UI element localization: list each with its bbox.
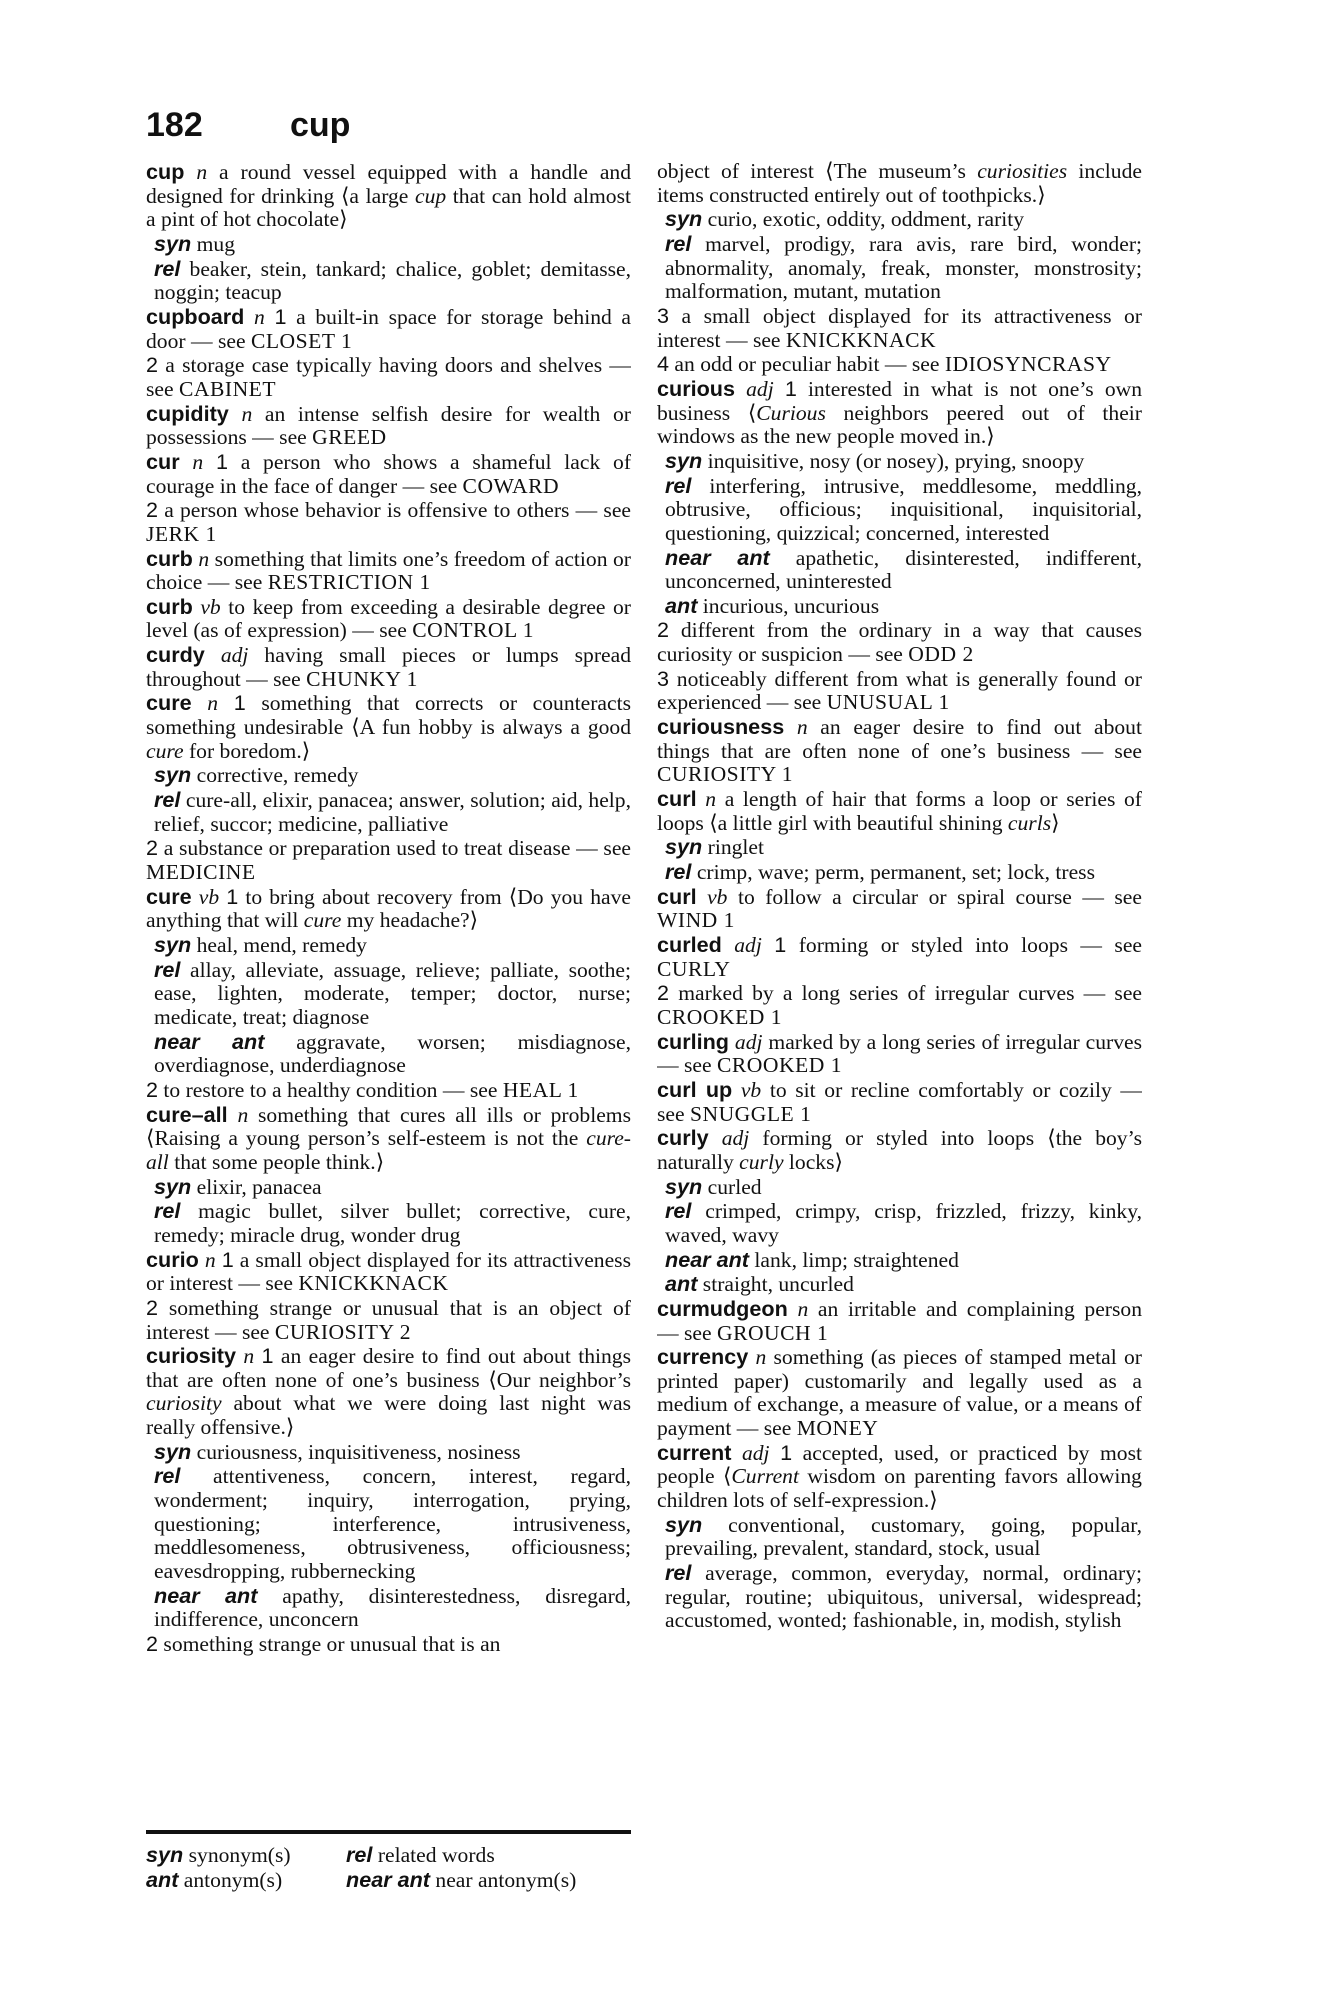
list-label: rel <box>665 472 692 498</box>
part-of-speech: n <box>196 160 208 184</box>
sense-number: 2 <box>146 1076 159 1102</box>
legend-item: near ant near antonym(s) <box>346 1866 577 1892</box>
cross-reference: MEDICINE <box>146 860 256 885</box>
abbreviation-legend <box>146 1843 631 1892</box>
word-list <box>146 1030 631 1078</box>
headword: cure–all <box>146 1101 228 1127</box>
cross-reference: CROOKED 1 <box>657 1004 783 1029</box>
usage-example: ⟨Raising a young person’s self-esteem is not the cure-all that some people think.⟩ <box>146 1126 631 1174</box>
usage-example: ⟨a little girl with beautiful shining curls⟩ <box>709 810 1060 835</box>
sense <box>146 498 631 546</box>
sense <box>657 981 1142 1029</box>
headword: curb <box>146 593 193 619</box>
definition: something strange or unusual that is an <box>163 1632 501 1657</box>
example-headword: Curious <box>756 400 826 425</box>
word-list <box>657 835 1142 860</box>
list-label: near ant <box>154 1028 265 1054</box>
word-list-text: cure-all, elixir, panacea; answer, solution; aid, help, relief, succor; medicine, palliative <box>154 788 631 836</box>
list-label: ant <box>665 592 698 618</box>
dictionary-entry <box>146 160 631 232</box>
word-list-text: apathy, disinterestedness, disregard, indifference, unconcern <box>154 1583 631 1632</box>
word-list <box>657 207 1142 232</box>
headword: curiousness <box>657 714 785 740</box>
word-list <box>657 232 1142 304</box>
list-label: rel <box>154 787 181 813</box>
list-label: near ant <box>665 544 770 570</box>
dictionary-entry <box>146 595 631 643</box>
list-label: syn <box>665 447 703 473</box>
example-headword: cure <box>303 908 342 933</box>
sense-number: 2 <box>146 1294 159 1320</box>
example-headword: cure <box>146 738 184 763</box>
word-list <box>146 933 631 958</box>
usage-example: ⟨A fun hobby is always a good cure for boredom.⟩ <box>146 715 631 763</box>
definition: to follow a circular or spiral course — see <box>737 884 1142 909</box>
cross-reference: KNICKKNACK <box>298 1271 449 1296</box>
definition: a small object displayed for its attractiveness or interest — see <box>657 303 1142 352</box>
dictionary-entry <box>146 1248 631 1296</box>
sense <box>146 353 631 401</box>
headword: curling <box>657 1028 729 1054</box>
cross-reference: WIND 1 <box>657 908 735 933</box>
cross-reference: CURLY <box>657 956 731 981</box>
word-list <box>146 1584 631 1632</box>
word-list <box>657 1199 1142 1247</box>
dictionary-entry <box>146 450 631 498</box>
list-label: syn <box>154 230 192 256</box>
definition: to bring about recovery from <box>245 884 509 909</box>
dictionary-entry <box>657 1441 1142 1513</box>
headword: cupidity <box>146 400 229 426</box>
word-list-text: mug <box>196 231 236 256</box>
list-label: rel <box>665 1560 692 1586</box>
word-list <box>657 1561 1142 1633</box>
word-list-text: aggravate, worsen; misdiagnose, overdiagnose, underdiagnose <box>154 1029 631 1078</box>
word-list-text: inquisitive, nosy (or nosey), prying, snoopy <box>707 448 1085 473</box>
cross-reference: CURIOSITY 2 <box>274 1319 411 1344</box>
part-of-speech: vb <box>200 594 221 619</box>
cross-reference: CLOSET 1 <box>250 328 353 353</box>
definition: to restore to a healthy condition — see <box>163 1077 503 1102</box>
sense-number: 2 <box>146 497 159 523</box>
definition: an irritable and complaining person — see <box>657 1296 1142 1345</box>
example-headword: curiosities <box>977 160 1068 183</box>
headword: cure <box>146 883 192 909</box>
word-list <box>657 1272 1142 1297</box>
list-label: syn <box>154 762 192 788</box>
definition: having small pieces or lumps spread throughout — see <box>146 643 631 691</box>
word-list-text: allay, alleviate, assuage, relieve; palliate, soothe; ease, lighten, moderate, temper; doctor, nurse; medicate, treat; diagnose <box>154 957 631 1029</box>
list-label: rel <box>154 1463 181 1489</box>
dictionary-entry <box>146 1344 631 1440</box>
part-of-speech: n <box>207 691 219 716</box>
sense-number: 2 <box>657 980 670 1006</box>
cross-reference: CURIOSITY 1 <box>657 762 794 787</box>
part-of-speech: vb <box>707 884 728 909</box>
word-list-text: elixir, panacea <box>196 1174 322 1199</box>
definition: noticeably different from what is generally found or experienced — see <box>657 666 1142 715</box>
headword: curl <box>657 786 697 812</box>
headword: cur <box>146 448 180 474</box>
example-headword: curls <box>1007 810 1052 835</box>
headword: curled <box>657 932 722 957</box>
word-list <box>657 860 1142 885</box>
sense <box>146 1078 631 1103</box>
headword: curiosity <box>146 1343 237 1369</box>
word-list <box>146 1440 631 1465</box>
example-headword: curly <box>739 1149 784 1174</box>
definition: to keep from exceeding a desirable degree or level (as of expression) — see <box>146 594 631 643</box>
word-list <box>146 1464 631 1583</box>
legend-item: rel related words <box>346 1842 495 1867</box>
list-label: rel <box>665 230 692 256</box>
list-label: rel <box>154 956 181 982</box>
word-list <box>146 788 631 836</box>
cross-reference: HEAL 1 <box>502 1077 579 1102</box>
sense <box>657 618 1142 666</box>
list-label: syn <box>154 1173 192 1199</box>
definition: a person who shows a shameful lack of courage in the face of danger — see <box>146 449 631 498</box>
dictionary-entry <box>657 1297 1142 1345</box>
sense-number: 2 <box>657 617 670 643</box>
definition: marked by a long series of irregular curves — see <box>678 981 1142 1006</box>
sense <box>657 667 1142 715</box>
headword: cure <box>146 690 192 716</box>
cross-reference: GREED <box>312 425 387 450</box>
sense <box>146 1296 631 1344</box>
word-list-text: curio, exotic, oddity, oddment, rarity <box>707 207 1025 232</box>
definition: forming or styled into loops — see <box>798 933 1142 957</box>
sense-number: 4 <box>657 351 670 377</box>
word-list-text: ringlet <box>707 835 764 860</box>
sense <box>146 1632 631 1657</box>
dictionary-entry <box>657 885 1142 933</box>
part-of-speech: vb <box>740 1077 762 1102</box>
usage-example: ⟨Curious neighbors peered out of their windows as the new people moved in.⟩ <box>657 400 1142 449</box>
example-headword: cure-all <box>146 1126 631 1174</box>
usage-example: ⟨a large cup that can hold almost a pint of hot chocolate⟩ <box>146 183 631 232</box>
word-list-text: average, common, everyday, normal, ordinary; regular, routine; ubiquitous, universal, widespread; accustomed, wonted; fashionable, in, modish, stylish <box>665 1561 1142 1633</box>
usage-example: object of interest ⟨The museum’s curiosities include items constructed entirely out of toothpicks.⟩ <box>657 160 1142 207</box>
word-list-text: heal, mend, remedy <box>196 933 367 957</box>
word-list-text: straight, uncurled <box>702 1272 854 1297</box>
word-list-text: beaker, stein, tankard; chalice, goblet; demitasse, noggin; teacup <box>154 256 631 305</box>
part-of-speech: n <box>705 787 717 812</box>
usage-example: ⟨Do you have anything that will cure my headache?⟩ <box>146 884 631 933</box>
cross-reference: JERK 1 <box>146 521 217 546</box>
example-headword: cup <box>415 183 447 208</box>
sense-number: 1 <box>215 448 228 474</box>
cross-reference: CONTROL 1 <box>412 618 535 643</box>
example-headword: Current <box>731 1464 799 1489</box>
list-label: syn <box>665 834 703 860</box>
part-of-speech: n <box>198 546 210 571</box>
word-list-text: crimp, wave; perm, permanent, set; lock, tress <box>696 860 1095 885</box>
word-list-text: incurious, uncurious <box>702 593 880 618</box>
word-list <box>146 763 631 788</box>
usage-example: ⟨the boy’s naturally curly locks⟩ <box>657 1126 1142 1174</box>
sense-number: 2 <box>146 835 159 861</box>
legend-item: syn synonym(s) <box>146 1842 291 1867</box>
definition: a round vessel equipped with a handle and designed for drinking <box>146 160 631 208</box>
definition: an eager desire to find out about things that are often none of one’s business <box>146 1344 631 1392</box>
dictionary-entry <box>146 643 631 691</box>
word-list-text: lank, limp; straightened <box>754 1247 959 1272</box>
sense-number: 1 <box>233 690 246 716</box>
sense-number: 2 <box>146 352 159 378</box>
word-list <box>146 257 631 305</box>
definition: interested in what is not one’s own business <box>657 376 1142 425</box>
list-label: rel <box>154 1198 181 1224</box>
guide-word: cup <box>290 106 351 144</box>
word-list <box>657 1175 1142 1200</box>
list-label: near ant <box>665 1246 750 1272</box>
headword: curious <box>657 375 735 401</box>
part-of-speech: adj <box>734 1029 763 1054</box>
definition: a person whose behavior is offensive to others — see <box>164 498 631 523</box>
list-label: rel <box>665 859 692 885</box>
sense <box>657 352 1142 377</box>
cross-reference: KNICKKNACK <box>785 327 937 352</box>
dictionary-entry <box>657 1345 1142 1441</box>
sense-number: 1 <box>780 1439 793 1465</box>
definition: to sit or recline comfortably or cozily — see <box>657 1077 1142 1126</box>
page-number: 182 <box>146 106 203 144</box>
list-label: syn <box>665 1511 703 1537</box>
sense-number: 1 <box>261 1343 274 1369</box>
definition: something that cures all ills or problems <box>258 1102 631 1127</box>
cross-reference: GROUCH 1 <box>716 1320 829 1345</box>
dictionary-entry <box>657 787 1142 835</box>
dictionary-entry <box>657 377 1142 449</box>
list-label: near ant <box>154 1582 258 1608</box>
cross-reference: CHUNKY 1 <box>306 666 418 691</box>
page-header <box>146 100 350 150</box>
part-of-speech: adj <box>746 376 774 401</box>
word-list-text: attentiveness, concern, interest, regard, wonderment; inquiry, interrogation, prying, questioning; interference, intrusiveness, meddlesomeness, obtrusiveness, officiousness; eavesdropping, rubbernecking <box>154 1464 631 1584</box>
word-list-text: magic bullet, silver bullet; corrective, cure, remedy; miracle drug, wonder drug <box>154 1199 631 1247</box>
dictionary-entry <box>657 1126 1142 1174</box>
definition: an odd or peculiar habit — see <box>674 352 945 377</box>
sense-number: 1 <box>784 375 797 401</box>
part-of-speech: adj <box>734 933 762 957</box>
part-of-speech: n <box>254 304 265 329</box>
word-list <box>146 1175 631 1200</box>
headword: current <box>657 1439 732 1465</box>
dictionary-entry <box>657 1030 1142 1078</box>
definition: something (as pieces of stamped metal or printed paper) customarily and legally used as a medium of exchange, a measure of value, or a means of payment — see <box>657 1345 1142 1441</box>
word-list-text: curled <box>707 1174 762 1199</box>
sense-number: 3 <box>657 665 670 691</box>
definition: an eager desire to find out about things that are often none of one’s business — see <box>657 715 1142 763</box>
definition: something that limits one’s freedom of action or choice — see <box>146 546 631 595</box>
part-of-speech: n <box>797 1296 809 1321</box>
word-list <box>657 1248 1142 1273</box>
sense <box>146 836 631 884</box>
left-column <box>146 160 631 1820</box>
definition: an intense selfish desire for wealth or possessions — see <box>146 401 631 450</box>
continued-text <box>657 160 1142 207</box>
part-of-speech: n <box>243 1344 255 1369</box>
definition: different from the ordinary in a way that causes curiosity or suspicion — see <box>657 618 1142 667</box>
word-list-text: conventional, customary, going, popular, prevailing, prevalent, standard, stock, usual <box>665 1512 1142 1561</box>
usage-example: ⟨Current wisdom on parenting favors allowing children lots of self-expression.⟩ <box>657 1464 1142 1513</box>
headword: curl up <box>657 1076 733 1102</box>
list-label: syn <box>665 1173 703 1199</box>
word-list-text: curiousness, inquisitiveness, nosiness <box>196 1439 521 1464</box>
cross-reference: CABINET <box>178 376 277 401</box>
cross-reference: ODD 2 <box>908 642 974 667</box>
word-list <box>657 449 1142 474</box>
word-list-text: marvel, prodigy, rara avis, rare bird, wonder; abnormality, anomaly, freak, monster, monstrosity; malformation, mutant, mutation <box>665 231 1142 304</box>
cross-reference: IDIOSYNCRASY <box>944 352 1112 377</box>
dictionary-entry <box>146 885 631 933</box>
part-of-speech: adj <box>721 1126 750 1151</box>
dictionary-entry <box>657 1078 1142 1126</box>
cross-reference: UNUSUAL 1 <box>826 690 950 715</box>
cross-reference: SNUGGLE 1 <box>689 1101 812 1126</box>
list-label: rel <box>665 1198 692 1224</box>
sense-number: 1 <box>774 932 787 957</box>
dictionary-entry <box>657 715 1142 787</box>
definition: forming or styled into loops <box>762 1126 1048 1151</box>
definition: a length of hair that forms a loop or series of loops <box>657 787 1142 835</box>
legend-rule <box>146 1830 631 1834</box>
sense-number: 1 <box>221 1246 234 1272</box>
part-of-speech: vb <box>198 884 220 909</box>
word-list <box>146 1199 631 1247</box>
word-list <box>146 232 631 257</box>
usage-example: ⟨Our neighbor’s curiosity about what we were doing last night was really offensive.⟩ <box>146 1367 631 1440</box>
definition: a small object displayed for its attractiveness or interest — see <box>146 1247 631 1296</box>
headword: curmudgeon <box>657 1295 788 1321</box>
sense-number: 3 <box>657 302 670 328</box>
dictionary-entry <box>146 305 631 353</box>
dictionary-entry <box>146 1103 631 1175</box>
dictionary-entry <box>146 402 631 450</box>
sense-number: 1 <box>274 303 287 329</box>
list-label: rel <box>154 255 181 281</box>
word-list <box>657 594 1142 619</box>
sense-number: 1 <box>226 883 239 909</box>
list-label: syn <box>154 932 192 957</box>
definition: something strange or unusual that is an object of interest — see <box>146 1295 631 1344</box>
sense-number: 2 <box>146 1631 159 1657</box>
word-list <box>657 474 1142 546</box>
example-headword: curiosity <box>146 1391 222 1416</box>
cross-reference: CROOKED 1 <box>716 1053 843 1078</box>
word-list-text: corrective, remedy <box>196 763 359 788</box>
word-list-text: crimped, crimpy, crisp, frizzled, frizzy, kinky, waved, wavy <box>665 1199 1142 1247</box>
part-of-speech: adj <box>741 1440 770 1465</box>
cross-reference: COWARD <box>462 473 560 498</box>
part-of-speech: adj <box>220 643 249 668</box>
right-column <box>657 160 1142 1900</box>
part-of-speech: n <box>192 449 204 474</box>
part-of-speech: n <box>204 1247 216 1272</box>
headword: curl <box>657 883 697 909</box>
word-list <box>657 546 1142 594</box>
definition: a storage case typically having doors and shelves — see <box>146 353 631 401</box>
dictionary-entry <box>657 933 1142 981</box>
word-list-text: apathetic, disinterested, indifferent, unconcerned, uninterested <box>665 545 1142 594</box>
list-label: syn <box>154 1438 192 1464</box>
list-label: ant <box>665 1271 698 1297</box>
part-of-speech: n <box>237 1102 249 1127</box>
definition: accepted, used, or practiced by most people <box>657 1440 1142 1489</box>
definition: a built-in space for storage behind a door — see <box>146 304 631 353</box>
legend-item: ant antonym(s) <box>146 1866 283 1892</box>
list-label: syn <box>665 206 703 232</box>
cross-reference: RESTRICTION 1 <box>267 570 431 595</box>
headword: curb <box>146 545 193 571</box>
headword: currency <box>657 1344 749 1370</box>
word-list <box>146 958 631 1030</box>
headword: curdy <box>146 642 205 668</box>
word-list <box>657 1513 1142 1561</box>
headword: curio <box>146 1246 199 1272</box>
dictionary-entry <box>146 547 631 595</box>
headword: cupboard <box>146 303 245 329</box>
headword: cup <box>146 160 185 184</box>
dictionary-entry <box>146 691 631 763</box>
definition: marked by a long series of irregular curves — see <box>657 1029 1142 1078</box>
part-of-speech: n <box>796 715 808 740</box>
word-list-text: interfering, intrusive, meddlesome, meddling, obtrusive, officious; inquisitional, inquisitorial, questioning, quizzical; concerned, interested <box>665 473 1142 545</box>
definition: something that corrects or counteracts something undesirable <box>146 691 631 740</box>
part-of-speech: n <box>755 1345 767 1370</box>
part-of-speech: n <box>241 401 253 426</box>
headword: curly <box>657 1125 709 1151</box>
definition: a substance or preparation used to treat disease — see <box>163 836 631 861</box>
cross-reference: MONEY <box>796 1416 879 1441</box>
sense <box>657 304 1142 352</box>
